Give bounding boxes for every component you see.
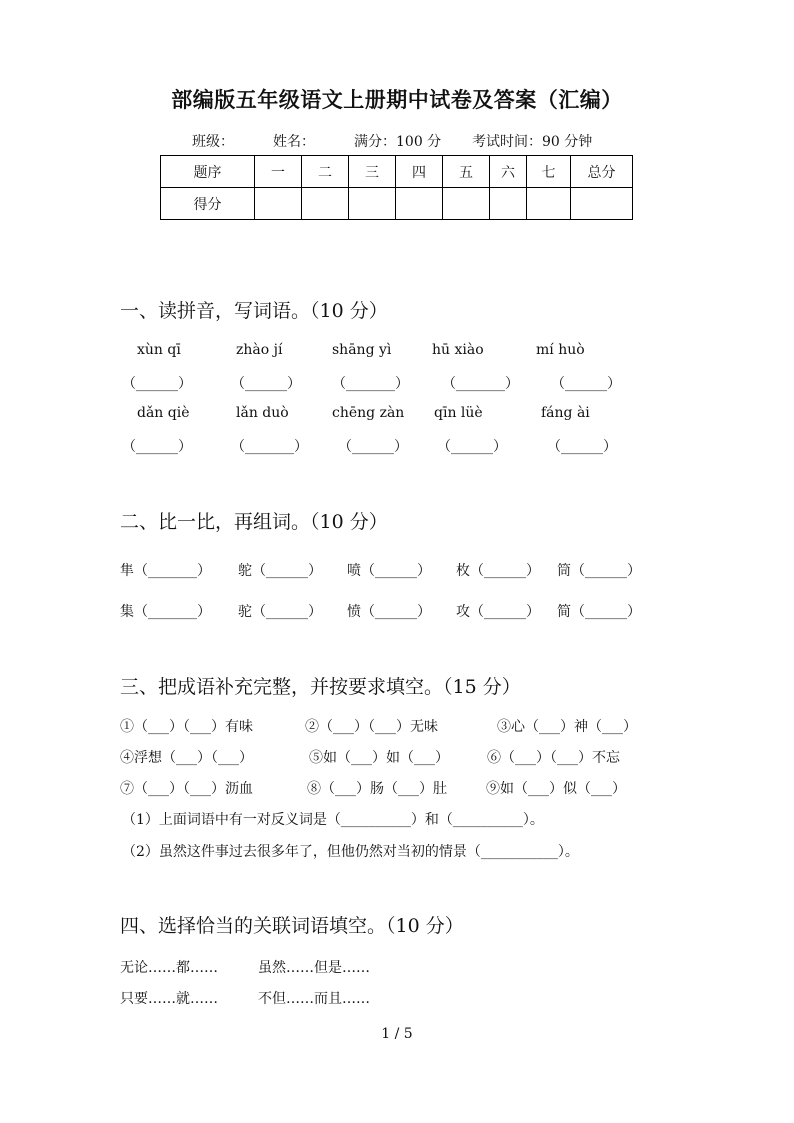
section1-heading: 一、读拼音，写词语。（10 分） (120, 300, 388, 322)
section2-heading: 二、比一比，再组词。（10 分） (120, 511, 388, 533)
pinyin: chēng zàn (332, 405, 405, 421)
conjunction-pair: 虽然……但是…… (258, 960, 370, 976)
pinyin: hū xiào (432, 342, 484, 358)
word-compare-item[interactable]: 驼（______） (238, 604, 322, 620)
word-compare-item[interactable]: 鸵（______） (238, 563, 322, 579)
page-number: 1 / 5 (381, 1026, 413, 1042)
table-header-cell: 总分 (571, 156, 633, 188)
name-label: 姓名： (273, 134, 315, 150)
score-cell[interactable] (396, 188, 443, 220)
question-1[interactable]: （1）上面词语中有一对反义词是（__________）和（__________）。 (122, 812, 544, 828)
answer-blank[interactable]: （______） (122, 376, 192, 392)
score-cell[interactable] (349, 188, 396, 220)
table-header-cell: 一 (255, 156, 302, 188)
pinyin: xùn qī (137, 342, 181, 358)
score-table-score-row (161, 188, 633, 220)
idiom-item[interactable]: ①（___）（___）有味 (120, 719, 253, 735)
score-cell[interactable] (302, 188, 349, 220)
pinyin: zhào jí (236, 342, 283, 358)
table-header-cell: 七 (527, 156, 571, 188)
section4-heading: 四、选择恰当的关联词语填空。（10 分） (120, 915, 464, 937)
pinyin: shāng yì (332, 342, 392, 358)
answer-blank[interactable]: （_______） (442, 376, 519, 392)
table-header-cell: 五 (443, 156, 490, 188)
word-compare-item[interactable]: 枚（______） (456, 563, 540, 579)
idiom-item[interactable]: ⑥（___）（___）不忘 (487, 750, 620, 766)
score-table (160, 155, 633, 220)
table-header-cell: 题序 (161, 156, 255, 188)
answer-blank[interactable]: （_______） (332, 376, 409, 392)
score-cell[interactable] (443, 188, 490, 220)
pinyin: lǎn duò (236, 405, 289, 421)
class-label: 班级： (192, 134, 234, 150)
word-compare-item[interactable]: 集（_______） (120, 604, 211, 620)
idiom-item[interactable]: ③心（___）神（___） (497, 719, 637, 735)
conjunction-pair: 不但……而且…… (258, 991, 370, 1007)
word-compare-item[interactable]: 筒（______） (557, 563, 641, 579)
word-compare-item[interactable]: 愤（______） (347, 604, 431, 620)
table-header-cell: 二 (302, 156, 349, 188)
score-table-header-row (161, 156, 633, 188)
idiom-item[interactable]: ⑧（___）肠（___）肚 (307, 781, 447, 797)
table-header-cell: 三 (349, 156, 396, 188)
table-row-label: 得分 (161, 188, 255, 220)
score-cell[interactable] (490, 188, 527, 220)
section3-heading: 三、把成语补充完整，并按要求填空。（15 分） (120, 676, 521, 698)
table-header-cell: 六 (490, 156, 527, 188)
pinyin: mí huò (536, 342, 585, 358)
word-compare-item[interactable]: 简（______） (557, 604, 641, 620)
score-cell[interactable] (255, 188, 302, 220)
answer-blank[interactable]: （_______） (231, 439, 308, 455)
idiom-item[interactable]: ⑨如（___）似（___） (486, 781, 626, 797)
pinyin: dǎn qiè (137, 405, 190, 421)
table-header-cell: 四 (396, 156, 443, 188)
answer-blank[interactable]: （______） (551, 376, 621, 392)
conjunction-pair: 只要……就…… (120, 991, 218, 1007)
pinyin: fáng ài (541, 405, 590, 421)
idiom-item[interactable]: ②（___）（___）无味 (305, 719, 438, 735)
full-score: 满分：100 分 (354, 134, 442, 150)
exam-time: 考试时间：90 分钟 (472, 134, 593, 150)
score-cell[interactable] (571, 188, 633, 220)
pinyin: qīn lüè (434, 405, 483, 421)
question-2[interactable]: （2）虽然这件事过去很多年了，但他仍然对当初的情景（___________）。 (122, 844, 579, 860)
answer-blank[interactable]: （______） (437, 439, 507, 455)
conjunction-pair: 无论……都…… (120, 960, 218, 976)
idiom-item[interactable]: ⑤如（___）如（___） (309, 750, 449, 766)
score-cell[interactable] (527, 188, 571, 220)
answer-blank[interactable]: （______） (122, 439, 192, 455)
answer-blank[interactable]: （______） (338, 439, 408, 455)
word-compare-item[interactable]: 攻（______） (456, 604, 540, 620)
idiom-item[interactable]: ④浮想（___）（___） (120, 750, 253, 766)
answer-blank[interactable]: （______） (547, 439, 617, 455)
answer-blank[interactable]: （______） (231, 376, 301, 392)
page-title: 部编版五年级语文上册期中试卷及答案（汇编） (171, 87, 623, 112)
word-compare-item[interactable]: 隼（_______） (120, 563, 211, 579)
word-compare-item[interactable]: 喷（______） (347, 563, 431, 579)
idiom-item[interactable]: ⑦（___）（___）沥血 (120, 781, 253, 797)
